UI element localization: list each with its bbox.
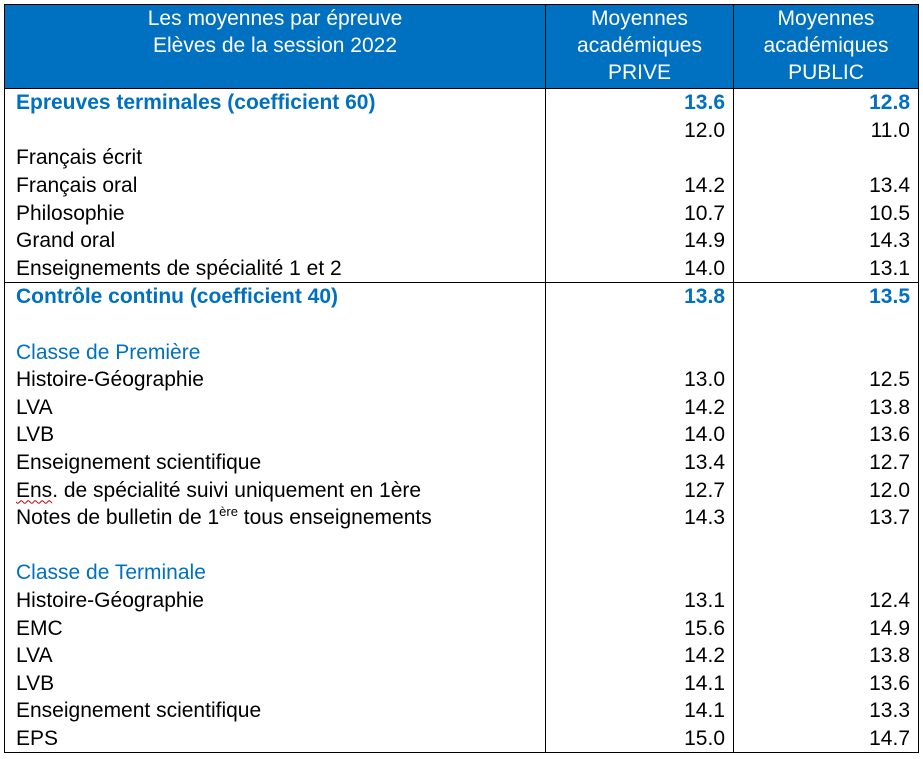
table-row — [5, 725, 919, 753]
row-label: Enseignements de spécialité 1 et 2 — [5, 255, 546, 283]
row-prive-value: 14.0 — [546, 421, 734, 449]
table-row — [5, 366, 919, 394]
header-public-line2: académiques — [763, 34, 889, 57]
table-row — [5, 172, 919, 200]
row-prive-value: 13.1 — [546, 587, 734, 615]
row-label: EMC — [5, 614, 546, 642]
section-row-terminales — [5, 89, 919, 117]
row-prive-value: 14.0 — [546, 255, 734, 283]
row-public-value: 14.7 — [734, 725, 919, 753]
empty-cell — [546, 338, 734, 366]
row-label: LVB — [5, 421, 546, 449]
section-title: Contrôle continu (coefficient 40) — [5, 283, 546, 311]
section-title: Epreuves terminales (coefficient 60) — [5, 89, 546, 117]
header-row — [5, 5, 919, 89]
row-public-value: 13.8 — [734, 642, 919, 670]
table-row — [5, 255, 919, 283]
row-public-value: 14.3 — [734, 227, 919, 255]
row-prive-value: 13.4 — [546, 449, 734, 477]
row-label: Grand oral — [5, 227, 546, 255]
row-label-superscript: ère — [219, 504, 238, 520]
row-public-value: 12.7 — [734, 449, 919, 477]
spacer-row — [5, 311, 919, 339]
subsection-row-terminale — [5, 559, 919, 587]
spacer-cell — [5, 532, 546, 560]
row-prive-value: 12.7 — [546, 476, 734, 504]
row-label: Philosophie — [5, 199, 546, 227]
spacer-row — [5, 532, 919, 560]
table-row — [5, 697, 919, 725]
averages-sheet — [4, 4, 918, 752]
row-prive-value: 14.2 — [546, 172, 734, 200]
row-public-value: 13.8 — [734, 394, 919, 422]
row-prive-value: 14.2 — [546, 394, 734, 422]
row-label: EPS — [5, 725, 546, 753]
row-public-value: 13.7 — [734, 504, 919, 532]
header-public-line3: PUBLIC — [788, 61, 864, 84]
row-prive-value: 15.0 — [546, 725, 734, 753]
table-row — [5, 476, 919, 504]
header-prive-line2: académiques — [577, 34, 702, 57]
row-label: Histoire-Géographie — [5, 366, 546, 394]
row-public-value: 14.9 — [734, 614, 919, 642]
table-row — [5, 421, 919, 449]
table-row — [5, 117, 919, 145]
header-prive-line1: Moyennes — [591, 7, 688, 30]
subsection-title: Classe de Terminale — [5, 559, 546, 587]
header-public-line1: Moyennes — [777, 7, 875, 30]
row-label: Enseignement scientifique — [5, 697, 546, 725]
spacer-cell — [734, 311, 919, 339]
row-label — [5, 504, 546, 532]
row-prive-value: 14.3 — [546, 504, 734, 532]
row-prive-value: 15.6 — [546, 614, 734, 642]
row-label: LVB — [5, 669, 546, 697]
section-row-controle — [5, 283, 919, 311]
spacer-cell — [5, 311, 546, 339]
row-public-value: 13.4 — [734, 172, 919, 200]
row-label — [5, 476, 546, 504]
row-label: Français écrit — [5, 144, 546, 172]
row-prive-value: 12.0 — [546, 117, 734, 145]
table-row — [5, 449, 919, 477]
spacer-cell — [546, 532, 734, 560]
header-prive-cell — [546, 5, 734, 89]
table-row — [5, 199, 919, 227]
section-prive-value: 13.8 — [546, 283, 734, 311]
row-label: LVA — [5, 394, 546, 422]
row-label: Français oral — [5, 172, 546, 200]
table-row — [5, 614, 919, 642]
header-label-line2: Elèves de la session 2022 — [153, 34, 397, 57]
row-public-value: 12.0 — [734, 476, 919, 504]
row-public-value: 13.1 — [734, 255, 919, 283]
spellcheck-word: Ens — [16, 478, 53, 502]
row-prive-value: 13.0 — [546, 366, 734, 394]
row-label — [5, 117, 546, 145]
row-public-value: 13.6 — [734, 421, 919, 449]
row-label-rest: tous enseignements — [237, 506, 432, 530]
section-public-value: 12.8 — [734, 89, 919, 117]
table-row — [5, 394, 919, 422]
row-prive-value: 14.1 — [546, 669, 734, 697]
row-label: Histoire-Géographie — [5, 587, 546, 615]
header-prive-line3: PRIVE — [607, 61, 672, 84]
subsection-title: Classe de Première — [5, 338, 546, 366]
header-label-cell — [5, 5, 546, 89]
row-public-value: 12.4 — [734, 587, 919, 615]
table-row — [5, 144, 919, 172]
averages-table — [4, 4, 919, 753]
row-public-value: 13.6 — [734, 669, 919, 697]
row-public-value: 11.0 — [734, 117, 919, 145]
table-row — [5, 642, 919, 670]
row-prive-value: 14.1 — [546, 697, 734, 725]
table-row — [5, 504, 919, 532]
row-prive-value — [546, 144, 734, 172]
section-public-value: 13.5 — [734, 283, 919, 311]
table-row — [5, 587, 919, 615]
row-label: LVA — [5, 642, 546, 670]
row-label: Enseignement scientifique — [5, 449, 546, 477]
row-public-value: 10.5 — [734, 199, 919, 227]
table-row — [5, 227, 919, 255]
table-row — [5, 669, 919, 697]
row-label-rest: . de spécialité suivi uniquement en 1ère — [52, 478, 422, 502]
empty-cell — [546, 559, 734, 587]
empty-cell — [734, 338, 919, 366]
row-label-start: Notes de bulletin de 1 — [16, 506, 220, 530]
spacer-cell — [546, 311, 734, 339]
row-public-value — [734, 144, 919, 172]
row-public-value: 12.5 — [734, 366, 919, 394]
row-public-value: 13.3 — [734, 697, 919, 725]
spacer-cell — [734, 532, 919, 560]
header-label-line1: Les moyennes par épreuve — [147, 7, 403, 30]
row-prive-value: 10.7 — [546, 199, 734, 227]
subsection-row-premiere — [5, 338, 919, 366]
row-prive-value: 14.2 — [546, 642, 734, 670]
row-prive-value: 14.9 — [546, 227, 734, 255]
empty-cell — [734, 559, 919, 587]
section-prive-value: 13.6 — [546, 89, 734, 117]
header-public-cell — [734, 5, 919, 89]
